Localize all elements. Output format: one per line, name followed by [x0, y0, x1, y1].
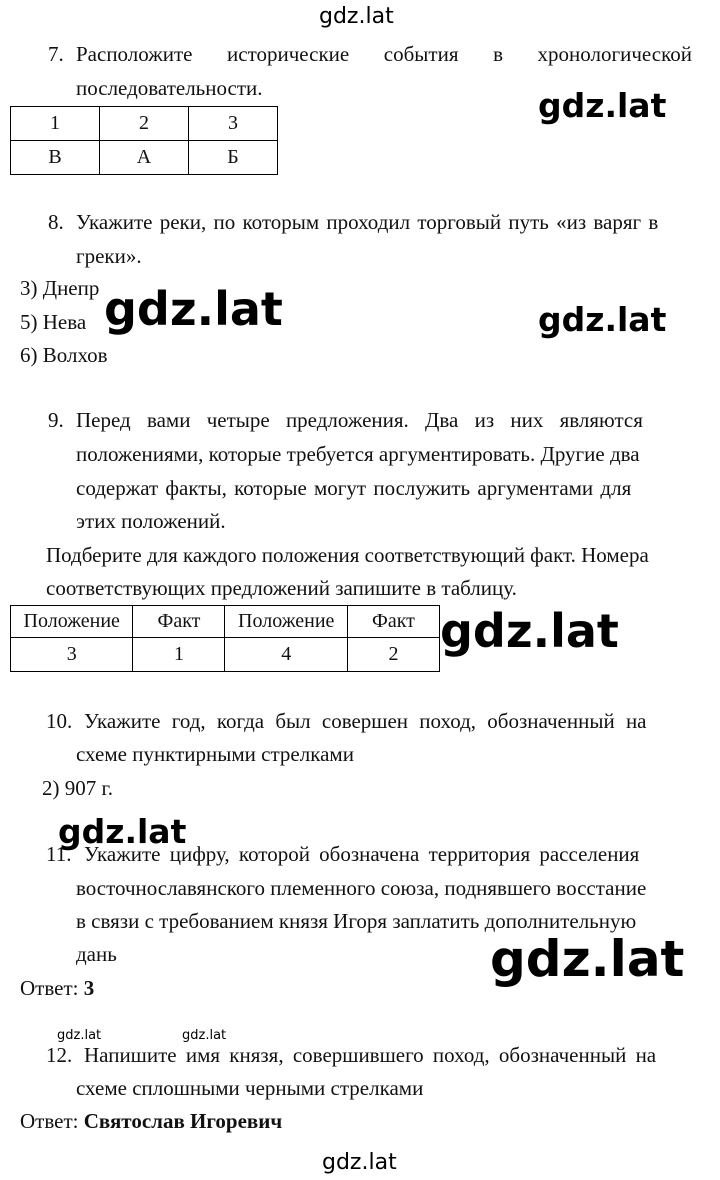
question-number: 12. [46, 1043, 73, 1067]
question-text-line: Напишите имя князя, совершившего поход, обозначенный на [84, 1043, 657, 1067]
watermark: gdz.lat [538, 86, 667, 125]
question-text-line [76, 42, 692, 67]
question-text-line: схеме сплошными черными стрелками [76, 1076, 424, 1100]
answer-value: Святослав Игоревич [83, 1109, 283, 1133]
table-cell: 2 [347, 638, 439, 672]
answer-item: 5) Нева [20, 310, 87, 334]
question-text-line: Перед вами четыре предложения. Два из них являются [76, 408, 643, 432]
question-text-line: схеме пунктирными стрелками [76, 742, 354, 766]
question-number: 11. [46, 842, 72, 866]
watermark: gdz.lat [538, 300, 667, 339]
question-text-line: положениями, которые требуется аргументировать. Другие два [76, 442, 640, 466]
question-number: 7. [48, 42, 64, 66]
answer-line [20, 976, 94, 1001]
watermark-small: gdz.lat [182, 1028, 227, 1043]
watermark: gdz.lat [58, 812, 187, 851]
question-number: 9. [48, 408, 64, 432]
table-cell: 3 [11, 638, 133, 672]
word: Расположите [76, 42, 193, 66]
watermark: gdz.lat [440, 604, 619, 658]
answer-value: 3 [83, 976, 95, 1000]
word: хронологической [537, 42, 692, 66]
question-text-line: Укажите реки, по которым проходил торговый путь «из варяг в [76, 210, 659, 234]
question-number: 10. [46, 709, 73, 733]
table-row [11, 606, 440, 638]
watermark: gdz.lat [104, 282, 283, 336]
watermark: gdz.lat [490, 930, 685, 988]
answer-item: 6) Волхов [20, 343, 108, 367]
instruction-line: соответствующих предложений запишите в таблицу. [46, 576, 517, 600]
table-cell: Б [189, 141, 278, 175]
question-text-line: греки». [76, 244, 142, 268]
question-text-line: Укажите цифру, которой обозначена территория расселения [84, 842, 640, 866]
table-cell: 3 [189, 107, 278, 141]
table-cell: Положение [11, 606, 133, 638]
watermark-bottom: gdz.lat [322, 1150, 397, 1175]
table-row [11, 638, 440, 672]
answer-label: Ответ: [20, 1109, 84, 1133]
table-cell: 1 [133, 638, 225, 672]
question-text-line: восточнославянского племенного союза, поднявшего восстание [76, 876, 647, 900]
question-text-line: содержат факты, которые могут послужить аргументами для [76, 476, 632, 500]
question-number: 8. [48, 210, 64, 234]
answer-table [10, 106, 278, 175]
word: в [493, 42, 503, 66]
word: исторические [227, 42, 350, 66]
question-text-line: Укажите год, когда был совершен поход, обозначенный на [84, 709, 647, 733]
table-cell: Факт [347, 606, 439, 638]
answer-label: Ответ: [20, 976, 84, 1000]
question-text-line: последовательности. [76, 76, 263, 100]
table-cell: 4 [225, 638, 347, 672]
question-text-line: в связи с требованием князя Игоря заплатить дополнительную [76, 909, 637, 933]
table-cell: Положение [225, 606, 347, 638]
table-cell: Факт [133, 606, 225, 638]
watermark-small: gdz.lat [57, 1028, 102, 1043]
answer-item: 3) Днепр [20, 276, 100, 300]
instruction-line: Подберите для каждого положения соответствующий факт. Номера [46, 543, 649, 567]
question-text-line: этих положений. [76, 509, 226, 533]
watermark-top: gdz.lat [319, 4, 394, 29]
table-row [11, 141, 278, 175]
answer-item: 2) 907 г. [42, 776, 113, 800]
answer-table [10, 605, 440, 672]
word: события [383, 42, 459, 66]
table-cell: А [100, 141, 189, 175]
table-cell: 2 [100, 107, 189, 141]
table-row [11, 107, 278, 141]
answer-line [20, 1109, 282, 1134]
table-cell: 1 [11, 107, 100, 141]
question-text-line: дань [76, 942, 117, 966]
table-cell: В [11, 141, 100, 175]
